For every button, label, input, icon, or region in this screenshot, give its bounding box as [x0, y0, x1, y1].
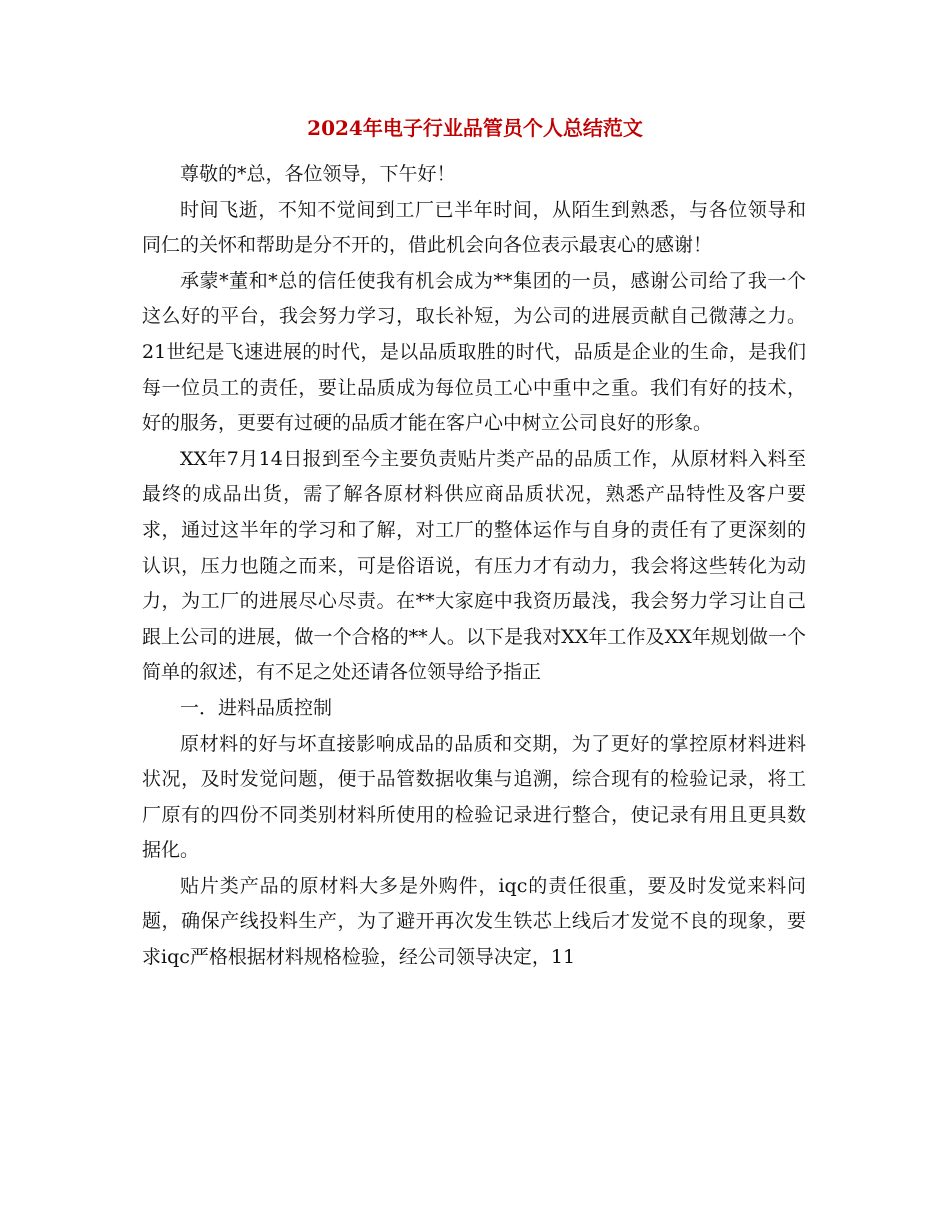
paragraph-thanks: 时间飞逝，不知不觉间到工厂已半年时间，从陌生到熟悉，与各位领导和同仁的关怀和帮助是分不开的，借此机会向各位表示最衷心的感谢！ — [142, 198, 806, 257]
section-heading-incoming-quality: 一．进料品质控制 — [180, 696, 333, 719]
document-body — [142, 157, 806, 976]
paragraph-iqc-responsibility: 贴片类产品的原材料大多是外购件，iqc的责任很重，要及时发觉来料问题，确保产线投料生产，为了避开再次发生铁芯上线后才发觉不良的现象，要求iqc严格根据材料规格检验，经公司领导决定，11 — [142, 874, 806, 969]
paragraph-greeting: 尊敬的*总，各位领导，下午好！ — [180, 163, 456, 185]
document-title: 2024年电子行业品管员个人总结范文 — [307, 116, 643, 140]
paragraph-incoming-materials: 原材料的好与坏直接影响成品的品质和交期，为了更好的掌控原材料进料状况，及时发觉问题，便于品管数据收集与追溯，综合现有的检验记录，将工厂原有的四份不同类别材料所使用的检验记录进行整合，使记录有用且更具数据化。 — [142, 732, 806, 862]
paragraph-quality-importance: 承蒙*董和*总的信任使我有机会成为**集团的一员，感谢公司给了我一个这么好的平台，我会努力学习，取长补短，为公司的进展贡献自己微薄之力。21世纪是飞速进展的时代，是以品质取胜的时代，品质是企业的生命，是我们每一位员工的责任，要让品质成为每位员工心中重中之重。我们有好的技术，好的服务，更要有过硬的品质才能在客户心中树立公司良好的形象。 — [142, 269, 806, 435]
paragraph-work-summary: XX年7月14日报到至今主要负责贴片类产品的品质工作，从原材料入料至最终的成品出货，需了解各原材料供应商品质状况，熟悉产品特性及客户要求，通过这半年的学习和了解，对工厂的整体运作与自身的责任有了更深刻的认识，压力也随之而来，可是俗语说，有压力才有动力，我会将这些转化为动力，为工厂的进展尽心尽责。在**大家庭中我资历最浅，我会努力学习让自己跟上公司的进展，做一个合格的**人。以下是我对XX年工作及XX年规划做一个简单的叙述，有不足之处还请各位领导给予指正 — [142, 447, 806, 684]
